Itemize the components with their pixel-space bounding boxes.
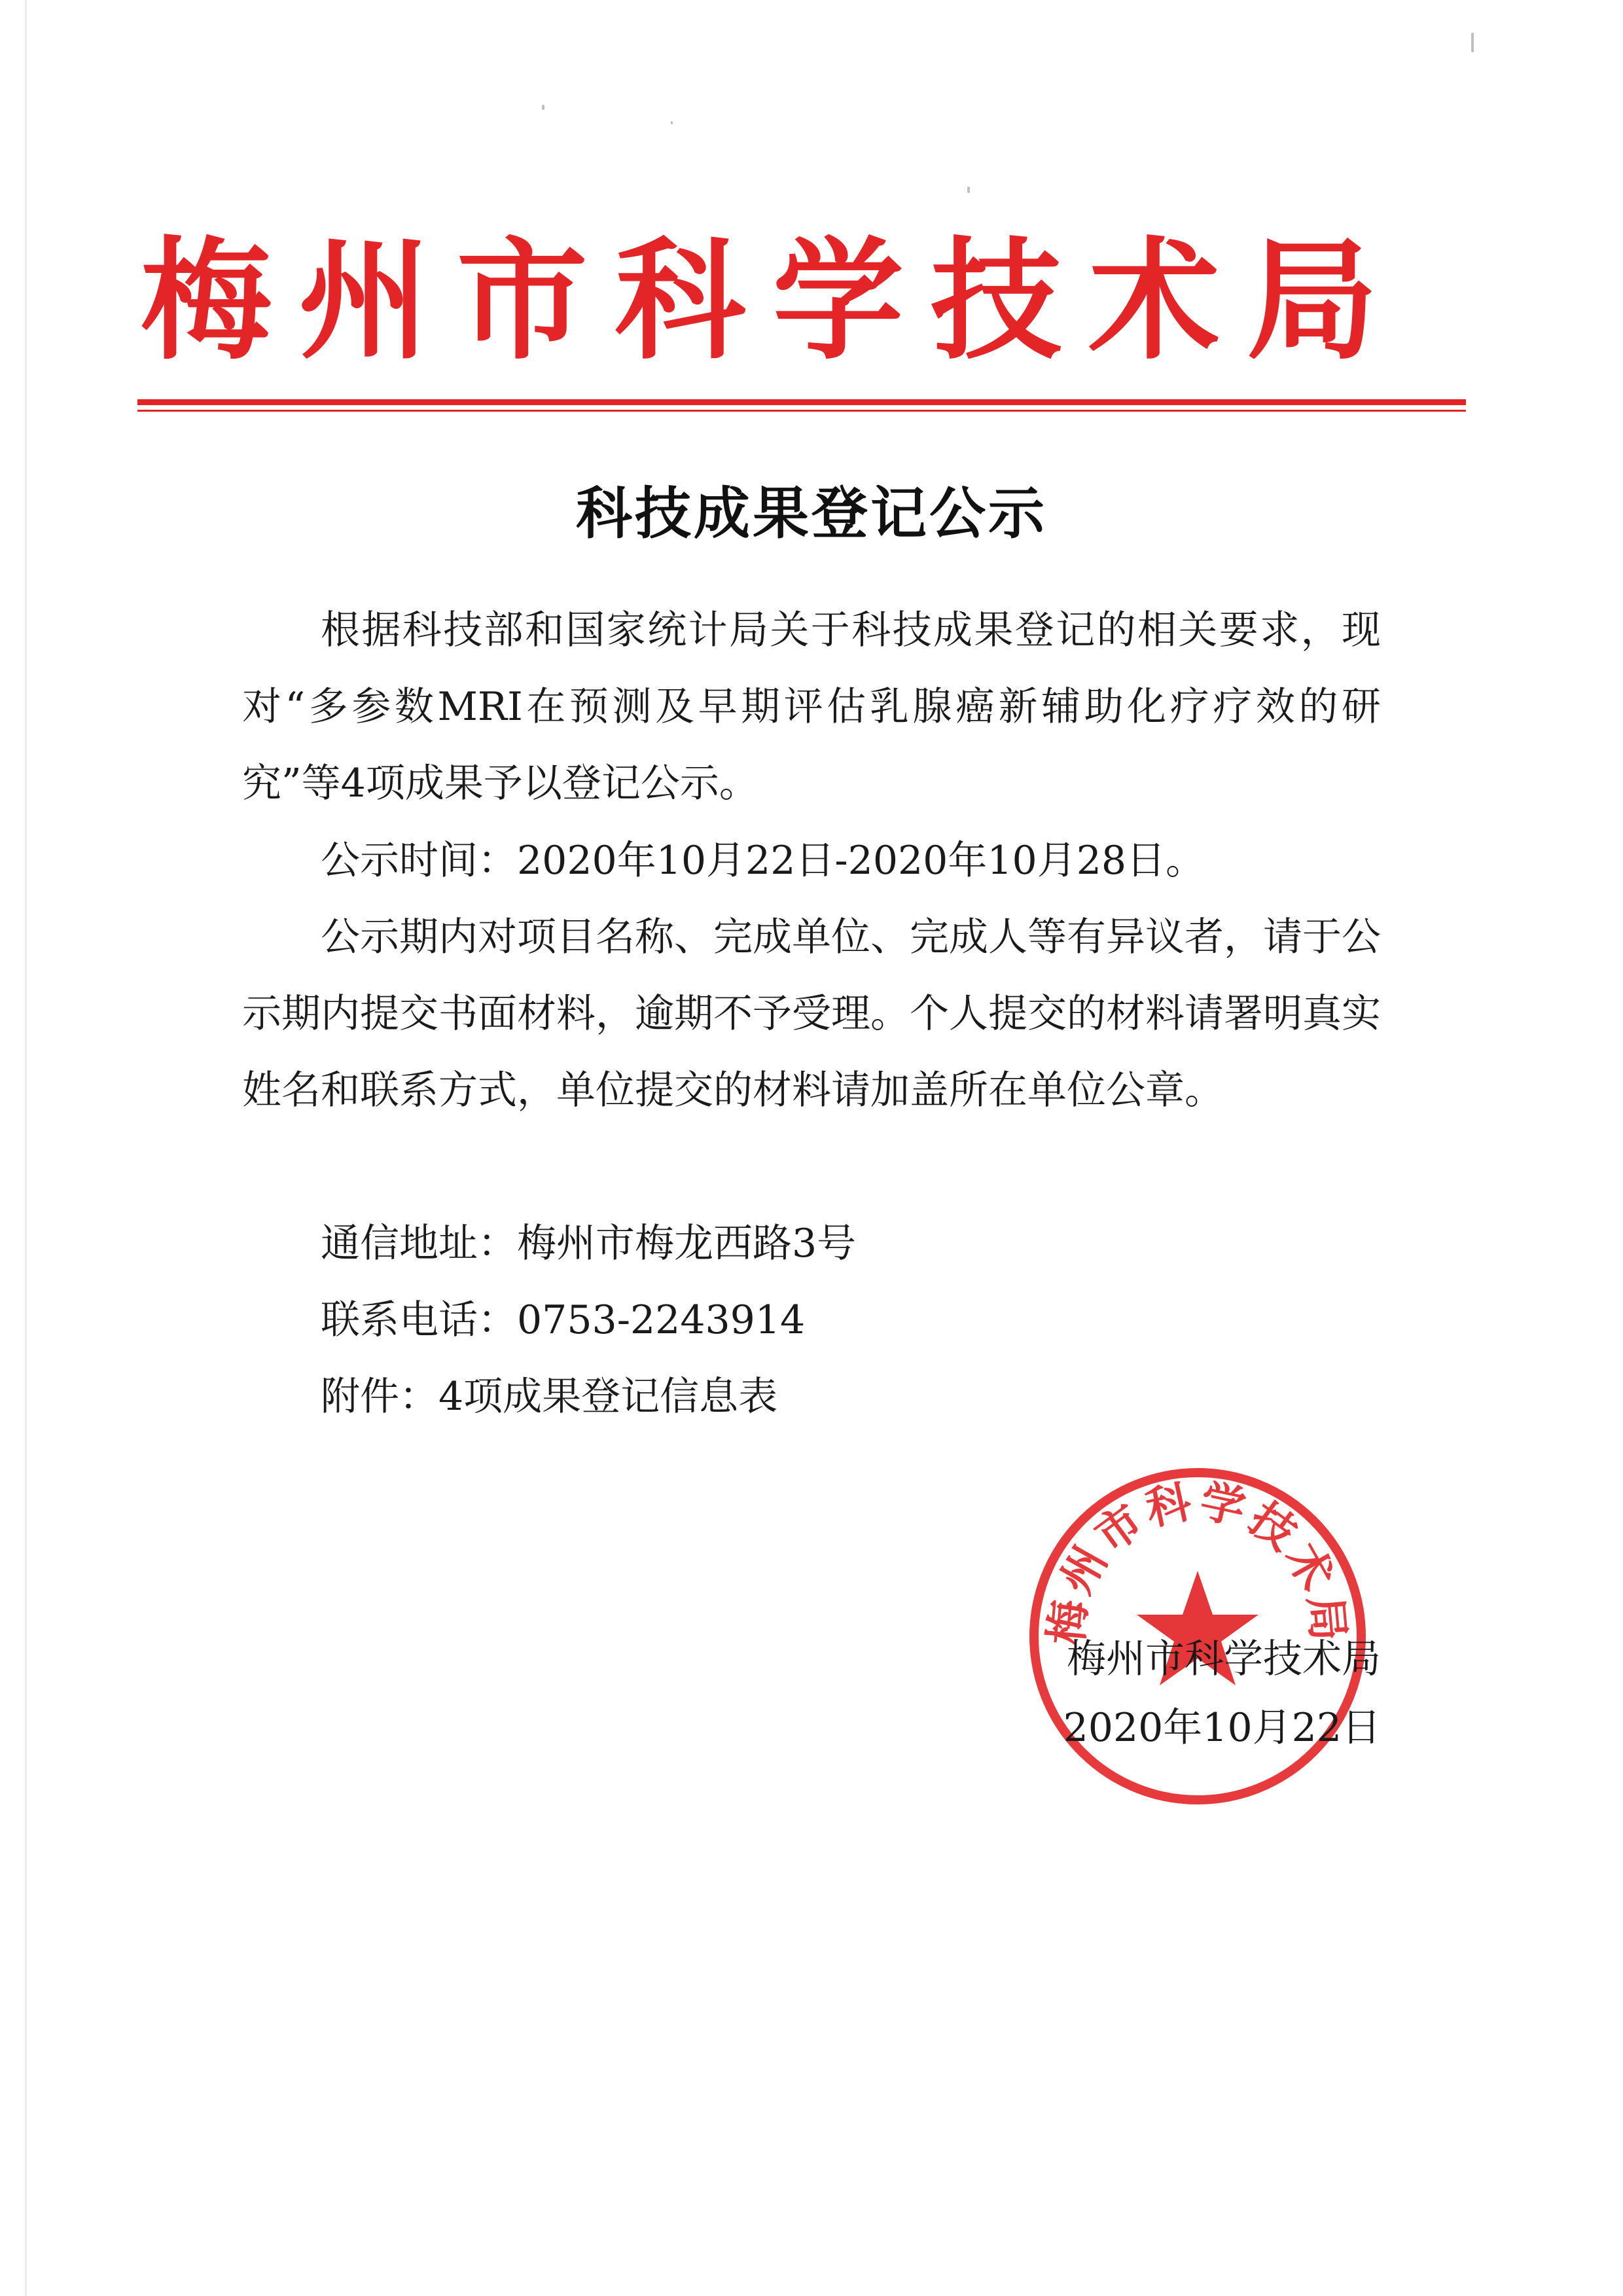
seal-text: 梅州市科学技术局 [1040,1475,1355,1647]
contact-phone: 联系电话：0753-2243914 [321,1297,806,1343]
masthead-char: 梅 [140,224,272,378]
scan-speck [542,105,544,110]
scan-edge [25,0,27,2296]
signature-date: 2020年10月22日 [1063,1705,1381,1751]
masthead-rule-thick [137,399,1466,405]
scan-speck [671,121,673,124]
scan-speck [967,187,970,193]
signature-org: 梅州市科学技术局 [1067,1636,1381,1682]
contact-address: 通信地址：梅州市梅龙西路3号 [321,1221,857,1266]
body-paragraph-objection: 公示期内对项目名称、完成单位、完成人等有异议者，请于公示期内提交书面材料，逾期不予受理。个人提交的材料请署明真实姓名和联系方式，单位提交的材料请加盖所在单位公章。 [242,914,1381,1113]
masthead-char: 术 [1088,224,1220,378]
masthead-rule-thin [137,410,1466,412]
masthead-char: 学 [772,224,904,378]
masthead-char: 市 [456,224,588,378]
body-paragraph-intro: 根据科技部和国家统计局关于科技成果登记的相关要求，现对“多参数MRI在预测及早期评估乳腺癌新辅助化疗疗效的研究”等4项成果予以登记公示。 [242,607,1381,806]
attachment-note: 附件：4项成果登记信息表 [321,1374,778,1420]
masthead-char: 技 [931,224,1062,378]
masthead-char: 科 [615,224,746,378]
document-title: 科技成果登记公示 [576,480,1047,547]
publicity-period: 公示时间：2020年10月22日-2020年10月28日。 [321,838,1205,884]
masthead-char: 局 [1246,224,1378,378]
scan-speck [1471,33,1474,52]
masthead-char: 州 [298,224,430,378]
masthead [137,223,1381,380]
